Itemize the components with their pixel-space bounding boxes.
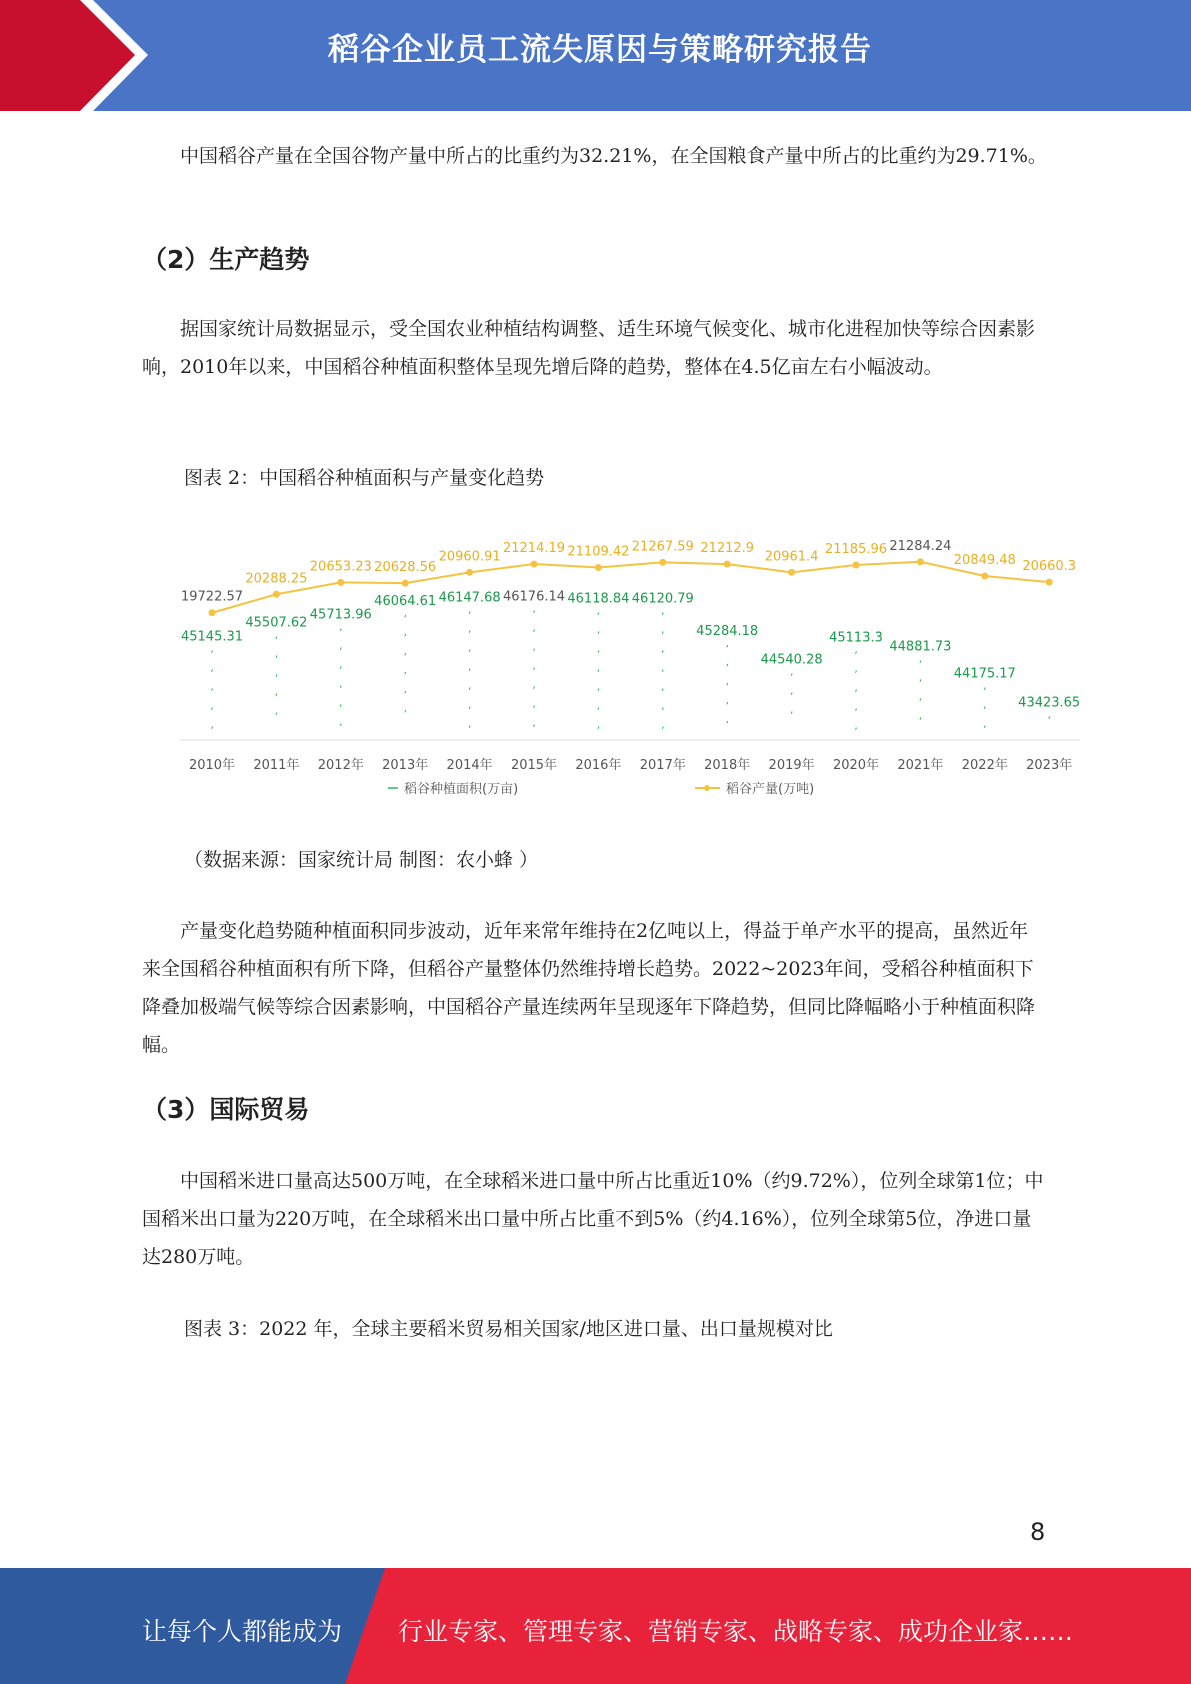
area-bar-mark: ʼ — [467, 647, 472, 661]
area-bar-mark: ʼ — [918, 677, 923, 691]
production-point — [337, 579, 344, 586]
area-bar-mark: ʼ — [661, 610, 665, 624]
area-bar-mark: ʼ — [532, 665, 536, 679]
production-data-label: 20849.48 — [953, 552, 1016, 568]
x-tick-label: 2022年 — [961, 758, 1008, 773]
production-data-label: 21212.9 — [700, 541, 755, 557]
area-bar-mark: ʼ — [339, 626, 343, 640]
production-point — [659, 559, 666, 566]
footer-slogan-left: 让每个人都能成为 — [142, 1617, 343, 1646]
production-point — [917, 558, 924, 565]
x-tick-label: 2015年 — [510, 758, 558, 773]
legend-production-label: 稻谷产量(万吨) — [726, 782, 815, 797]
production-data-label: 20960.91 — [438, 549, 501, 565]
production-data-label: 21185.96 — [824, 541, 888, 557]
paragraph-trade: 中国稻米进口量高达500万吨，在全球稻米进口量中所占比重近10%（约9.72%），位列全球第1位；中国稻米出口量为220万吨，在全球稻米出口量中所占比重不到5%（约4.16%），位列全球第5位，净进口量达280万吨。 — [142, 1170, 1044, 1268]
production-point — [1046, 579, 1053, 586]
area-bar-mark: ʼ — [274, 691, 279, 705]
area-bar-mark: ʼ — [339, 702, 343, 716]
production-data-label: 20961.4 — [764, 549, 819, 565]
legend-production-marker — [704, 785, 710, 791]
data-source-note: （数据来源：国家统计局 制图：农小蜂 ） — [184, 849, 539, 871]
area-bar-mark: ʼ — [983, 723, 987, 737]
area-bar-mark: ʼ — [210, 686, 214, 700]
area-bar-mark: ʼ — [725, 642, 729, 656]
legend-area-label: 稻谷种植面积(万亩) — [404, 782, 519, 797]
area-bar-mark: ʼ — [661, 629, 665, 643]
production-point — [402, 580, 409, 587]
production-point — [466, 569, 473, 576]
area-bar-mark: ʼ — [661, 667, 665, 681]
area-bar-mark: ʼ — [854, 649, 858, 663]
section-heading-international-trade: （3）国际贸易 — [142, 1095, 310, 1124]
area-bar-mark: ʼ — [983, 685, 987, 699]
header-arrow-decoration — [0, 0, 150, 111]
x-tick-label: 2014年 — [446, 758, 493, 773]
area-bar-mark: ʼ — [596, 667, 601, 681]
x-tick-label: 2021年 — [897, 758, 944, 773]
chart-canvas — [170, 508, 1090, 808]
rice-area-production-chart — [170, 508, 1090, 808]
area-bar-mark: ʼ — [467, 666, 472, 680]
area-bar-mark: ʼ — [274, 672, 279, 686]
area-bar-mark: ʼ — [596, 705, 601, 719]
area-bar-mark: ʼ — [854, 668, 858, 682]
area-data-label: 46176.14 — [502, 589, 566, 605]
x-tick-label: 2019年 — [768, 758, 815, 773]
area-bar-mark: ʼ — [661, 648, 665, 662]
page-header — [0, 0, 1191, 111]
production-data-label: 21109.42 — [567, 544, 630, 560]
production-point — [724, 561, 731, 568]
area-data-label: 44175.17 — [953, 666, 1016, 682]
area-bar-mark: ʼ — [467, 685, 472, 699]
x-tick-label: 2017年 — [639, 758, 686, 773]
production-point — [531, 561, 538, 568]
area-bar-mark: ʼ — [918, 658, 923, 672]
production-data-label: 20660.3 — [1022, 559, 1077, 575]
production-data-label: 20288.25 — [245, 571, 308, 587]
area-bar-mark: ʼ — [789, 709, 794, 723]
area-bar-mark: ʼ — [789, 671, 794, 685]
x-tick-label: 2020年 — [832, 758, 880, 773]
area-data-label: 45113.3 — [829, 630, 883, 646]
x-tick-label: 2016年 — [575, 758, 622, 773]
paragraph-share: 中国稻谷产量在全国谷物产量中所占的比重约为32.21%，在全国粮食产量中所占的比重约为29.71%。 — [180, 145, 1047, 167]
production-data-label: 20628.56 — [374, 560, 437, 576]
area-bar-mark: ʼ — [918, 715, 923, 729]
x-tick-label: 2023年 — [1026, 758, 1073, 773]
area-bar-mark: ʼ — [596, 648, 601, 662]
area-bar-mark: ʼ — [532, 608, 536, 622]
area-bar-mark: ʼ — [596, 724, 601, 738]
area-bar-mark: ʼ — [596, 610, 601, 624]
area-bar-mark: ʼ — [339, 645, 343, 659]
area-bar-mark: ʼ — [274, 653, 279, 667]
area-data-label: 46120.79 — [631, 591, 694, 607]
area-data-label: 46118.84 — [567, 591, 630, 607]
area-bar-mark: ʼ — [403, 707, 407, 721]
area-bar-mark: ʼ — [918, 696, 923, 710]
area-bar-mark: ʼ — [532, 646, 536, 660]
area-bar-mark: ʼ — [467, 704, 472, 718]
area-bar-mark: ʼ — [210, 705, 214, 719]
production-point — [595, 564, 602, 571]
area-data-label: 45713.96 — [309, 607, 372, 623]
paragraph-area-trend: 据国家统计局数据显示，受全国农业种植结构调整、适生环境气候变化、城市化进程加快等综合因素影响，2010年以来，中国稻谷种植面积整体呈现先增后降的趋势，整体在4.5亿亩左右小幅波动。 — [142, 318, 1036, 378]
area-bar-mark: ʼ — [210, 648, 214, 662]
area-data-label: 45507.62 — [245, 615, 308, 631]
area-bar-mark: ʼ — [661, 686, 665, 700]
area-bar-mark: ʼ — [403, 688, 407, 702]
area-bar-mark: ʼ — [725, 680, 729, 694]
production-point — [788, 569, 795, 576]
area-data-label: 45145.31 — [180, 629, 244, 645]
area-bar-mark: ʼ — [532, 627, 536, 641]
x-tick-label: 2018年 — [704, 758, 751, 773]
area-bar-mark: ʼ — [854, 687, 858, 701]
area-bar-mark: ʼ — [339, 664, 343, 678]
footer-slogan-right: 行业专家、管理专家、营销专家、战略专家、成功企业家…… — [398, 1617, 1074, 1646]
area-bar-mark: ʼ — [725, 661, 729, 675]
x-tick-label: 2013年 — [382, 758, 429, 773]
area-bar-mark: ʼ — [467, 628, 472, 642]
area-bar-mark: ʼ — [403, 612, 407, 626]
area-bar-mark: ʼ — [854, 706, 858, 720]
area-bar-mark: ʼ — [339, 683, 343, 697]
section-heading-production-trend: （2）生产趋势 — [142, 245, 310, 274]
production-data-label: 21267.59 — [631, 539, 694, 555]
production-point — [853, 561, 860, 568]
area-bar-mark: ʼ — [403, 650, 407, 664]
area-bar-mark: ʼ — [532, 722, 536, 736]
area-bar-mark: ʼ — [403, 669, 407, 683]
area-bar-mark: ʼ — [725, 699, 729, 713]
production-data-label: 20653.23 — [309, 559, 372, 575]
paragraph-production-analysis: 产量变化趋势随种植面积同步波动，近年来常年维持在2亿吨以上，得益于单产水平的提高，虽然近年来全国稻谷种植面积有所下降，但稻谷产量整体仍然维持增长趋势。2022~2023年间，受稻谷种植面积下降叠加极端气候等综合因素影响，中国稻谷产量连续两年呈现逐年下降趋势，但同比降幅略小于种植面积降幅。 — [142, 920, 1036, 1056]
area-bar-mark: ʼ — [403, 631, 407, 645]
area-bar-mark: ʼ — [532, 703, 536, 717]
production-data-label: 21214.19 — [502, 541, 566, 557]
production-data-label: 21284.24 — [889, 538, 952, 554]
area-bar-mark: ʼ — [467, 723, 472, 737]
area-data-label: 44881.73 — [889, 639, 952, 655]
production-point — [981, 572, 988, 579]
x-tick-label: 2011年 — [253, 758, 300, 773]
production-point — [209, 609, 216, 616]
production-data-label: 19722.57 — [180, 589, 244, 605]
x-tick-label: 2012年 — [317, 758, 364, 773]
area-bar-mark: ʼ — [661, 724, 665, 738]
x-tick-label: 2010年 — [188, 758, 236, 773]
area-bar-mark: ʼ — [467, 609, 472, 623]
area-bar-mark: ʼ — [789, 690, 794, 704]
area-data-label: 45284.18 — [696, 623, 759, 639]
area-data-label: 44540.28 — [760, 652, 823, 668]
page-number: 8 — [1030, 1518, 1046, 1546]
area-bar-mark: ʼ — [339, 721, 343, 735]
area-bar-mark: ʼ — [596, 629, 601, 643]
area-bar-mark: ʼ — [596, 686, 601, 700]
area-bar-mark: ʼ — [661, 705, 665, 719]
area-bar-mark: ʼ — [274, 710, 279, 724]
area-data-label: 46064.61 — [374, 593, 437, 609]
report-title: 稻谷企业员工流失原因与策略研究报告 — [328, 32, 872, 68]
area-data-label: 43423.65 — [1018, 695, 1081, 711]
chart-caption: 图表 2：中国稻谷种植面积与产量变化趋势 — [184, 467, 545, 489]
area-data-label: 46147.68 — [438, 590, 501, 606]
area-bar-mark: ʼ — [983, 704, 987, 718]
area-bar-mark: ʼ — [854, 725, 858, 739]
chart3-caption: 图表 3：2022 年，全球主要稻米贸易相关国家/地区进口量、出口量规模对比 — [184, 1318, 833, 1340]
area-bar-mark: ʼ — [210, 724, 214, 738]
area-bar-mark: ʼ — [725, 718, 729, 732]
area-bar-mark: ʼ — [274, 634, 279, 648]
area-bar-mark: ʼ — [532, 684, 536, 698]
production-point — [273, 591, 280, 598]
area-bar-mark: ʼ — [210, 667, 214, 681]
area-bar-mark: ʼ — [1047, 714, 1051, 728]
